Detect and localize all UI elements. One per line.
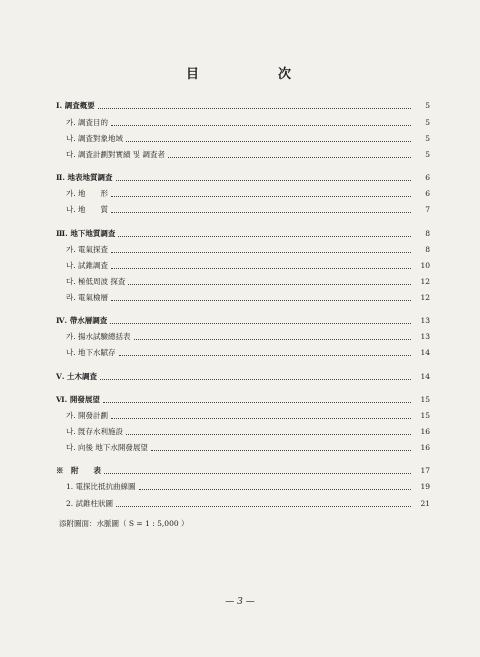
- toc-entry: [56, 275, 430, 287]
- toc-entry: [56, 203, 430, 215]
- toc-entry-label: 나. 試錐調査: [66, 261, 109, 270]
- toc-entry-page: 17: [420, 466, 430, 475]
- toc-entry-page: 16: [420, 443, 430, 452]
- dot-leader: [100, 379, 411, 380]
- toc-entry: [56, 370, 430, 382]
- dot-leader: [168, 157, 411, 158]
- toc-entry: [56, 330, 430, 342]
- toc-entry-page: 14: [420, 348, 430, 357]
- dot-leader: [111, 212, 411, 213]
- dot-leader: [119, 355, 411, 356]
- toc-entry-label: 가. 開發計劃: [66, 411, 109, 420]
- toc-entry-page: 6: [425, 173, 430, 182]
- dot-leader: [116, 180, 411, 181]
- dot-leader: [111, 418, 411, 419]
- toc-entry: [56, 425, 430, 437]
- toc-entry-label: 다. 向後 地下水開發展望: [66, 443, 148, 452]
- toc-entry-page: 14: [420, 372, 430, 381]
- toc-entry-page: 5: [425, 118, 430, 127]
- dot-leader: [98, 108, 411, 109]
- dot-leader: [128, 284, 411, 285]
- toc-entry-label: 나. 地下水賦存: [66, 348, 116, 357]
- toc-entry: [56, 393, 430, 405]
- toc-entry: [56, 171, 430, 183]
- toc-entry-label: 2. 試錐柱狀圖: [66, 499, 114, 508]
- toc-entry: [56, 227, 430, 239]
- dot-leader: [126, 434, 411, 435]
- dot-leader: [111, 300, 411, 301]
- toc-entry: [56, 497, 430, 509]
- dot-leader: [134, 339, 411, 340]
- toc-entry: [56, 480, 430, 492]
- toc-entry: [56, 132, 430, 144]
- dot-leader: [118, 236, 411, 237]
- toc-entry-label: 가. 地 形: [66, 189, 109, 198]
- toc-entry: [56, 99, 430, 111]
- toc-entry-page: 13: [420, 332, 430, 341]
- toc-entry-label: 다. 調査計劃對實績 및 調査者: [66, 150, 166, 159]
- toc-entry-page: 5: [425, 101, 430, 110]
- toc-entry-label: Ⅱ. 地表地質調査: [56, 173, 113, 182]
- dot-leader: [111, 268, 411, 269]
- toc-entry-page: 5: [425, 134, 430, 143]
- toc-entry: [56, 346, 430, 358]
- toc-entry: [56, 243, 430, 255]
- toc-entry-label: 다. 極低周波 探査: [66, 277, 126, 286]
- toc-entry-page: 13: [420, 316, 430, 325]
- toc-entry-label: 가. 電氣探査: [66, 245, 109, 254]
- dot-leader: [126, 141, 411, 142]
- attachment-note: 添附圖面：水脈圖（ S = 1 : 5,000 ）: [59, 519, 189, 528]
- dot-leader: [103, 402, 411, 403]
- dot-leader: [111, 252, 411, 253]
- toc-entry-page: 5: [425, 150, 430, 159]
- toc-entry: [56, 116, 430, 128]
- toc-entry-page: 16: [420, 427, 430, 436]
- dot-leader: [110, 323, 411, 324]
- toc-entry-label: Ⅰ. 調査槪要: [56, 101, 95, 110]
- toc-entry: [56, 148, 430, 160]
- toc-entry: [56, 314, 430, 326]
- toc-entry-page: 12: [420, 277, 430, 286]
- toc-entry-page: 8: [425, 245, 430, 254]
- toc-entry: [56, 464, 430, 476]
- dot-leader: [111, 196, 411, 197]
- toc-entry-page: 6: [425, 189, 430, 198]
- title-char-1: 目: [186, 67, 201, 82]
- toc-entry-page: 21: [420, 499, 430, 508]
- dot-leader: [139, 489, 411, 490]
- toc-entry-label: ※ 附 表: [56, 466, 101, 475]
- toc-entry-page: 10: [420, 261, 430, 270]
- dot-leader: [151, 450, 411, 451]
- dot-leader: [104, 473, 411, 474]
- toc-entry-label: Ⅴ. 土木調査: [56, 372, 98, 381]
- toc-entry-label: Ⅳ. 帶水層調査: [56, 316, 108, 325]
- toc-entry-page: 8: [425, 229, 430, 238]
- dot-leader: [111, 125, 411, 126]
- toc-entry-label: Ⅲ. 地下地質調査: [56, 229, 116, 238]
- toc-entry-page: 15: [420, 411, 430, 420]
- toc-entry-page: 12: [420, 293, 430, 302]
- dot-leader: [116, 506, 411, 507]
- toc-entry-label: 가. 揚水試驗總括表: [66, 332, 131, 341]
- page-number: — 3 —: [225, 597, 255, 607]
- toc-entry-label: 가. 調査目的: [66, 118, 109, 127]
- toc-entry: [56, 259, 430, 271]
- toc-entry-page: 7: [425, 205, 430, 214]
- toc-entry-label: 나. 地 質: [66, 205, 109, 214]
- toc-entry-label: 나. 調査對象地域: [66, 134, 124, 143]
- toc-entry: [56, 441, 430, 453]
- toc-entry-label: 1. 電探比抵抗曲線圖: [66, 482, 136, 491]
- title-char-2: 次: [278, 67, 293, 82]
- toc-entry-page: 19: [420, 482, 430, 491]
- toc-entry: [56, 291, 430, 303]
- toc-entry-label: Ⅵ. 開發展望: [56, 395, 100, 404]
- toc-entry: [56, 409, 430, 421]
- toc-entry-page: 15: [420, 395, 430, 404]
- toc-entry: [56, 187, 430, 199]
- toc-entry-label: 나. 旣存水利施設: [66, 427, 124, 436]
- toc-entry-label: 라. 電氣檢層: [66, 293, 109, 302]
